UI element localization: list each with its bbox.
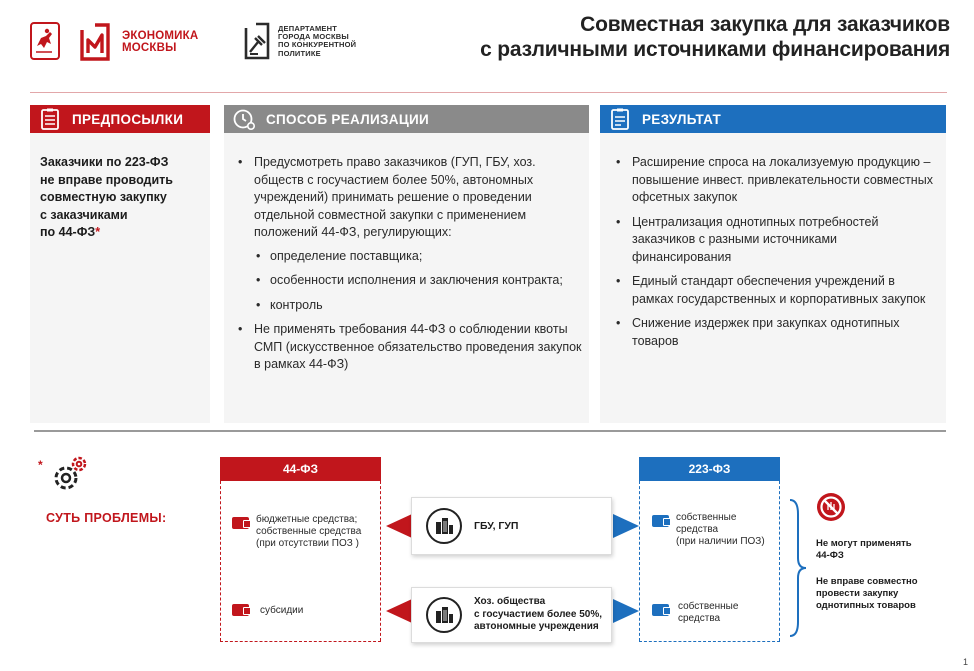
rider-icon xyxy=(32,24,57,57)
prohibited-icon xyxy=(816,492,846,522)
footnote-star: * xyxy=(38,458,43,472)
fund-sources-2: субсидии xyxy=(260,605,304,616)
law-223-border-bottom xyxy=(639,641,780,642)
list-item: • Снижение издержек при закупках однотипных товаров xyxy=(610,315,935,350)
building-icon xyxy=(426,508,462,544)
wallet-icon xyxy=(232,604,249,616)
fund-sources-4: собственные средства xyxy=(678,601,739,624)
law-44-header: 44-ФЗ xyxy=(220,457,381,481)
law-223-border-right xyxy=(779,481,780,641)
list-item: • Не применять требования 44-ФЗ о соблюдении квоты СМП (искусственное обязательство проведения закупок в рамках 44-ФЗ) xyxy=(232,321,582,374)
entity-companies xyxy=(411,587,612,643)
list-item: • Предусмотреть право заказчиков (ГУП, ГБУ, хоз. обществ с госучастием более 50%, автономных учреждений) принимать решение о проведении отдельной совместной закупки с применением положений 44-ФЗ, регулирующих: • определение поставщика; • особенности исполнения и заключения контракта; • контроль xyxy=(232,154,582,314)
arrow-right-icon xyxy=(613,599,639,623)
list-item: • Централизация однотипных потребностей заказчиков с разными источниками финансирования xyxy=(610,214,935,267)
result-list xyxy=(610,154,935,357)
arrow-left-icon xyxy=(386,599,412,623)
law-44-border-bottom xyxy=(220,641,381,642)
checklist-icon xyxy=(36,105,64,133)
entity-label: ГБУ, ГУП xyxy=(474,519,519,532)
result-title: РЕЗУЛЬТАТ xyxy=(642,111,722,127)
conclusion-not-allowed: Не вправе совместно провести закупку однотипных товаров xyxy=(816,576,918,611)
prerequisites-header xyxy=(30,105,210,133)
list-item: • контроль xyxy=(254,297,582,315)
header-divider xyxy=(30,92,947,93)
building-icon xyxy=(426,597,462,633)
gears-icon xyxy=(48,454,88,496)
brace-icon xyxy=(786,498,808,638)
arrow-right-icon xyxy=(613,514,639,538)
wallet-icon xyxy=(652,515,669,527)
footnote-star: * xyxy=(95,225,101,239)
entity-label: Хоз. общества с госучастием более 50%, автономные учреждения xyxy=(474,596,603,633)
section-divider xyxy=(34,430,946,432)
prerequisites-text: Заказчики по 223-ФЗ не вправе проводить совместную закупку с заказчиками по 44-ФЗ* xyxy=(40,155,173,239)
fund-sources-3: собственные средства (при наличии ПОЗ) xyxy=(676,512,765,547)
entity-gbu-gup xyxy=(411,497,612,555)
list-item: • Расширение спроса на локализуемую продукцию – повышение инвест. привлекательности совместных офсетных закупок xyxy=(610,154,935,207)
prerequisites-title: ПРЕДПОСЫЛКИ xyxy=(72,111,184,127)
law-44-border-left xyxy=(220,481,221,641)
law-44-border-right xyxy=(380,481,381,641)
arrow-left-icon xyxy=(386,514,412,538)
sub-list xyxy=(254,248,582,315)
clock-gear-icon xyxy=(230,105,258,133)
methods-header xyxy=(224,105,589,133)
department-name: ДЕПАРТАМЕНТ ГОРОДА МОСКВЫ ПО КОНКУРЕНТНОЙ ПОЛИТИКЕ xyxy=(278,24,357,58)
clipboard-icon xyxy=(606,105,634,133)
wallet-icon xyxy=(232,517,249,529)
result-header xyxy=(600,105,946,133)
wallet-icon xyxy=(652,604,669,616)
problem-label: СУТЬ ПРОБЛЕМЫ: xyxy=(46,511,167,525)
methods-list xyxy=(232,154,582,381)
conclusion-cannot-apply: Не могут применять 44-ФЗ xyxy=(816,538,912,561)
law-223-border-left xyxy=(639,481,640,641)
economy-moscow-logo-icon xyxy=(79,22,111,62)
list-item: • определение поставщика; xyxy=(254,248,582,266)
page-number: 1 xyxy=(962,657,968,667)
competition-department-logo-icon xyxy=(244,22,270,60)
economy-logo-text: ЭКОНОМИКА МОСКВЫ xyxy=(122,30,199,54)
list-item: • Единый стандарт обеспечения учреждений в рамках государственных и корпоративных закупок xyxy=(610,273,935,308)
methods-title: СПОСОБ РЕАЛИЗАЦИИ xyxy=(266,111,429,127)
page-title: Совместная закупка для заказчиков с различными источниками финансирования xyxy=(480,13,950,61)
law-223-header: 223-ФЗ xyxy=(639,457,780,481)
fund-sources-1: бюджетные средства; собственные средства (при отсутствии ПОЗ ) xyxy=(256,514,362,549)
list-item: • особенности исполнения и заключения контракта; xyxy=(254,272,582,290)
moscow-coat-of-arms-logo xyxy=(30,22,60,60)
